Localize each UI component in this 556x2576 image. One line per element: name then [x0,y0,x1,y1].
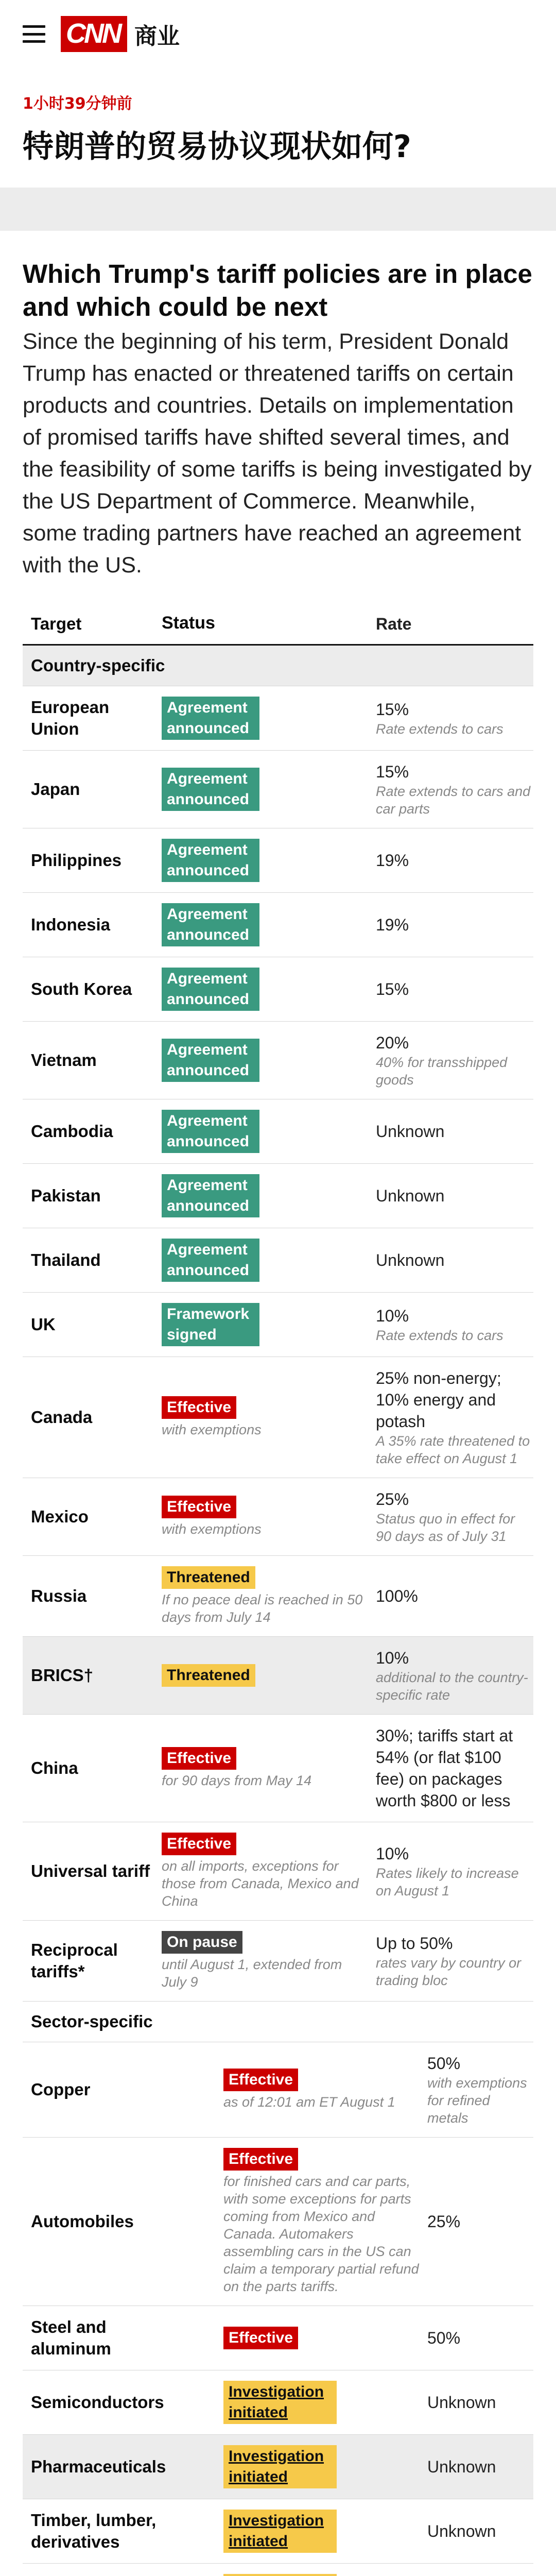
rate-value: 15% [376,700,409,719]
status-note: for 90 days from May 14 [162,1773,312,1788]
row-rate [368,978,533,1000]
rate-note: Rate extends to cars [376,1328,503,1343]
table-header [23,613,533,646]
table-row [23,2042,533,2138]
table-row [23,957,533,1022]
rate-value: 19% [376,916,409,934]
row-target: South Korea [31,979,132,998]
status-badge: Effective [162,1747,236,1770]
tariff-card [0,231,556,2576]
row-target: UK [31,1315,56,1334]
status-note: on all imports, exceptions for those from Canada, Mexico and China [162,1858,359,1909]
status-badge: Agreement announced [162,839,259,882]
row-target: BRICS† [31,1666,94,1685]
status-badge: Agreement announced [162,697,259,740]
row-rate [419,2392,533,2413]
status-badge: Effective [162,1833,236,1855]
rate-note: Status quo in effect for 90 days as of July 31 [376,1511,515,1544]
row-rate [368,1367,533,1467]
table-row [23,686,533,751]
rate-value: 20% [376,1033,409,1052]
row-target: European Union [31,698,110,738]
row-status [151,1239,368,1282]
row-target: Indonesia [31,915,111,934]
headline: 特朗普的贸易协议现状如何? [23,129,411,165]
row-rate [368,1185,533,1207]
rate-value: 30%; tariffs start at 54% (or flat $100 fee) on packages worth $800 or less [376,1726,513,1810]
rate-value: 25% [376,1490,409,1509]
table-row [23,1357,533,1478]
table-row [23,1921,533,2002]
status-badge: Agreement announced [162,1039,259,1082]
row-target: Philippines [31,851,122,870]
row-status [151,1039,368,1082]
table-row [23,828,533,893]
card-intro: Since the beginning of his term, President Donald Trump has enacted or threatened tariffs on certain products and countries. Details on implementation of promised tariffs have shifted several times, and the feasibility of some tariffs is being investigated by the US Department of Commerce. Meanwhile, some trading partners have reached an agreement with the US. [23,329,532,578]
row-target: Japan [31,779,80,799]
rate-note: Rates likely to increase on August 1 [376,1866,519,1899]
rate-value: Unknown [427,2522,496,2540]
header-status: Status [162,613,215,633]
status-note: If no peace deal is reached in 50 days from July 14 [162,1592,363,1625]
cnn-logo[interactable]: CNN [61,16,127,52]
row-target: Timber, lumber, derivatives [31,2511,157,2551]
row-rate [419,2211,533,2232]
status-badge: Agreement announced [162,903,259,946]
row-status [151,1566,368,1626]
row-rate [368,1032,533,1089]
status-badge: Agreement announced [162,1239,259,1282]
sector-rows [23,2042,533,2576]
row-target: Steel and aluminum [31,2317,111,2358]
table-row [23,2138,533,2306]
row-rate [368,1725,533,1811]
table-row [23,2435,533,2499]
status-badge: On pause [162,1931,242,1954]
rate-value: Unknown [376,1251,445,1269]
row-status [151,1396,368,1438]
row-status [177,2510,419,2553]
section-sector-specific: Sector-specific [23,2002,533,2042]
status-badge: Framework signed [162,1303,259,1346]
status-badge: Effective [223,2069,298,2091]
rate-note: additional to the country-specific rate [376,1670,528,1703]
status-badge: Agreement announced [162,1174,259,1217]
timestamp: 1小时39分钟前 [23,95,132,113]
table-row [23,893,533,957]
row-rate [368,1843,533,1900]
row-target: Canada [31,1408,93,1427]
table-row [23,2564,533,2576]
rate-value: 25% non-energy; 10% energy and potash [376,1369,501,1431]
row-target: Russia [31,1586,87,1605]
row-rate [419,2520,533,2542]
rate-value: 10% [376,1649,409,1667]
row-status [151,1496,368,1538]
table-row [23,1228,533,1293]
status-note: with exemptions [162,1521,262,1537]
table-row [23,2370,533,2435]
hamburger-menu-icon[interactable] [23,25,45,43]
row-status [151,1931,368,1991]
row-rate [368,1933,533,1989]
row-status [151,1664,368,1687]
rate-value: 100% [376,1587,418,1605]
table-row [23,1637,533,1715]
rate-value: Unknown [427,2393,496,2412]
status-badge: Effective [162,1496,236,1518]
rate-value: Up to 50% [376,1934,453,1953]
row-rate [368,761,533,818]
card-title: Which Trump's tariff policies are in place and which could be next [23,259,532,321]
row-rate [368,850,533,871]
rate-value: 15% [376,762,409,781]
row-rate [368,699,533,738]
row-rate [368,1121,533,1142]
status-badge: Investigation initiated [223,2381,337,2424]
header-target: Target [31,614,82,633]
row-target: Reciprocal tariffs* [31,1940,118,1981]
status-note: as of 12:01 am ET August 1 [223,2094,395,2110]
row-status [151,1174,368,1217]
table-row [23,2306,533,2370]
row-status [151,903,368,946]
row-rate [419,2053,533,2127]
row-rate [419,2327,533,2349]
status-badge: Agreement announced [162,968,259,1011]
row-status [177,2445,419,2488]
row-status [151,839,368,882]
status-note: with exemptions [162,1422,262,1437]
row-target: Pharmaceuticals [31,2457,166,2476]
section-name[interactable]: 商业 [134,23,180,49]
row-target: Vietnam [31,1050,97,1070]
rate-value: Unknown [376,1122,445,1141]
rate-note: 40% for transshipped goods [376,1055,508,1088]
row-rate [368,1585,533,1607]
rate-value: 19% [376,851,409,870]
section-country-specific: Country-specific [23,646,533,686]
row-rate [368,1249,533,1271]
rate-value: 50% [427,2329,461,2347]
table-row [23,751,533,828]
table-row [23,1164,533,1228]
rate-note: A 35% rate threatened to take effect on August 1 [376,1433,530,1466]
row-status [151,968,368,1011]
rate-value: 25% [427,2212,461,2231]
row-target: Pakistan [31,1186,101,1205]
status-badge: Threatened [162,1566,255,1589]
row-status [177,2381,419,2424]
divider-band [0,188,556,231]
article-header [0,68,556,188]
table-row [23,1822,533,1921]
status-badge: Agreement announced [162,1110,259,1153]
status-badge [223,2574,337,2576]
row-status [177,2574,419,2576]
row-status [151,697,368,740]
row-rate [368,1305,533,1344]
row-target: Automobiles [31,2212,134,2231]
tariff-table [23,613,533,2576]
row-status [151,768,368,811]
status-note: for finished cars and car parts, with some exceptions for parts coming from Mexico and Canada. Automakers assembling cars in the US can claim a temporary partial refund on the parts tariffs. [223,2174,419,2294]
status-badge: Investigation initiated [223,2510,337,2553]
row-target: Thailand [31,1250,101,1269]
rate-note: Rate extends to cars and car parts [376,784,531,817]
rate-value: 15% [376,980,409,998]
rate-value: Unknown [376,1187,445,1205]
row-status [177,2327,419,2349]
rate-value: Unknown [427,2458,496,2476]
row-target: Copper [31,2080,91,2099]
row-status [151,1110,368,1153]
table-row [23,1022,533,1099]
row-target: Universal tariff [31,1861,150,1880]
status-badge: Effective [223,2327,298,2349]
table-row [23,1293,533,1357]
row-status [177,2069,419,2111]
row-rate [419,2456,533,2478]
rate-note: Rate extends to cars [376,721,503,737]
header-rate: Rate [376,615,412,633]
status-badge: Investigation initiated [223,2445,337,2488]
table-row [23,1478,533,1556]
status-badge: Effective [162,1396,236,1419]
row-status [151,1303,368,1346]
table-row [23,1715,533,1822]
rate-value: 50% [427,2054,461,2073]
row-status [151,1833,368,1910]
top-bar [0,0,556,68]
status-badge: Agreement announced [162,768,259,811]
table-row [23,1099,533,1164]
rate-note: rates vary by country or trading bloc [376,1955,522,1988]
table-row [23,2499,533,2564]
row-status [151,1747,368,1789]
row-status [177,2148,419,2295]
status-badge: Threatened [162,1664,255,1687]
country-rows [23,686,533,2002]
row-target: Cambodia [31,1122,113,1141]
rate-note: with exemptions for refined metals [427,2075,527,2126]
status-badge: Effective [223,2148,298,2171]
row-target: Mexico [31,1507,89,1526]
row-target: China [31,1758,78,1777]
row-target: Semiconductors [31,2393,164,2412]
rate-value: 10% [376,1844,409,1863]
row-rate [368,914,533,936]
rate-value: 10% [376,1307,409,1325]
status-note: until August 1, extended from July 9 [162,1957,342,1990]
table-row [23,1556,533,1637]
row-rate [368,1488,533,1545]
row-rate [368,1647,533,1704]
